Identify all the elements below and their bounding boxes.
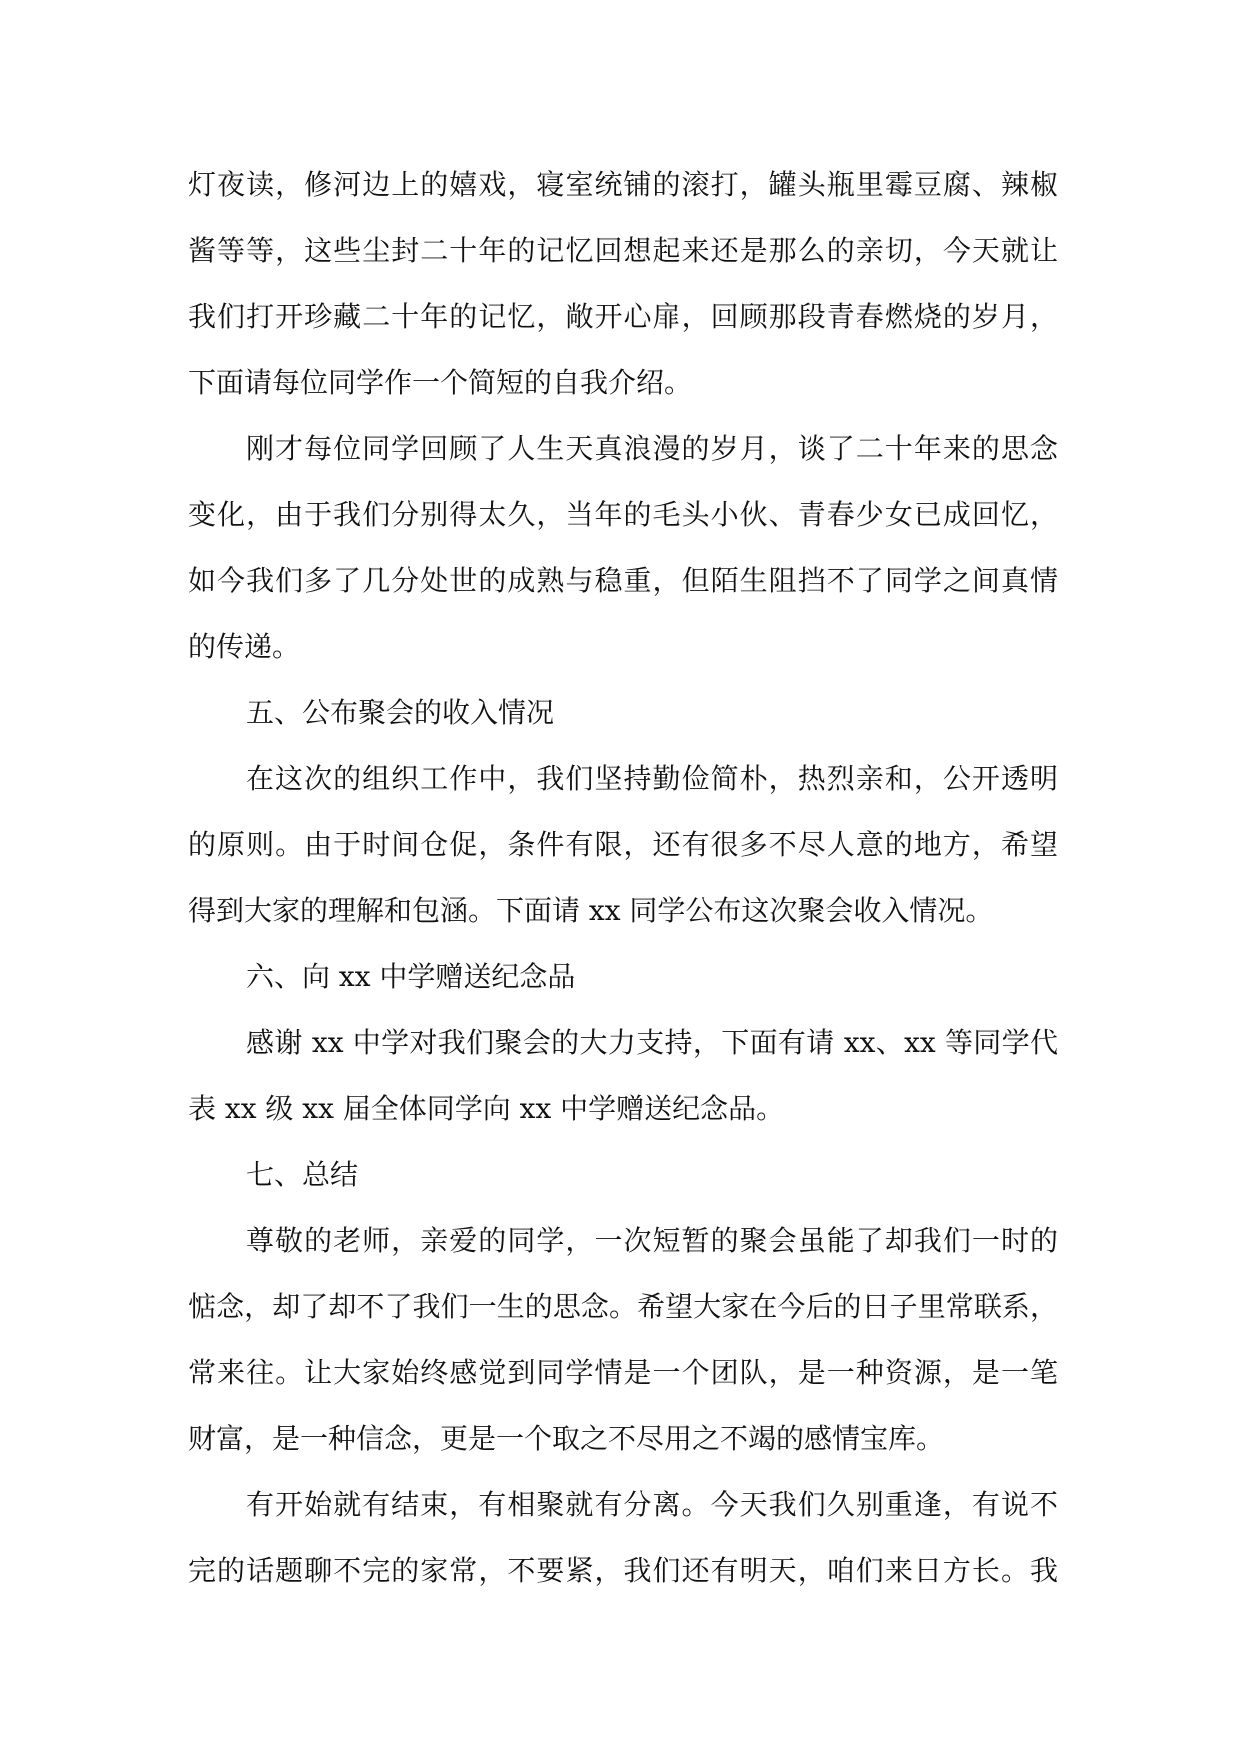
document-body (188, 152, 1058, 1604)
text-line: 惦念，却了却不了我们一生的思念。希望大家在今后的日子里常联系， (188, 1290, 1058, 1323)
paragraph-start-line: 刚才每位同学回顾了人生天真浪漫的岁月，谈了二十年来的思念 (246, 432, 1058, 465)
paragraph-start-line: 有开始就有结束，有相聚就有分离。今天我们久别重逢，有说不 (246, 1488, 1058, 1521)
text-line: 下面请每位同学作一个简短的自我介绍。 (188, 366, 693, 399)
section-heading: 七、总结 (246, 1158, 359, 1191)
section-heading: 六、向 xx 中学赠送纪念品 (246, 960, 576, 993)
text-line: 如今我们多了几分处世的成熟与稳重，但陌生阻挡不了同学之间真情 (188, 564, 1058, 597)
paragraph-start-line: 在这次的组织工作中，我们坚持勤俭简朴，热烈亲和，公开透明 (246, 762, 1058, 795)
text-line: 我们打开珍藏二十年的记忆，敞开心扉，回顾那段青春燃烧的岁月， (188, 300, 1058, 333)
text-line: 得到大家的理解和包涵。下面请 xx 同学公布这次聚会收入情况。 (188, 894, 994, 927)
text-line: 灯夜读，修河边上的嬉戏，寝室统铺的滚打，罐头瓶里霉豆腐、辣椒 (188, 168, 1058, 201)
text-line: 常来往。让大家始终感觉到同学情是一个团队，是一种资源，是一笔 (188, 1356, 1058, 1389)
text-line: 的原则。由于时间仓促，条件有限，还有很多不尽人意的地方，希望 (188, 828, 1058, 861)
text-line: 财富，是一种信念，更是一个取之不尽用之不竭的感情宝库。 (188, 1422, 945, 1455)
paragraph-start-line: 感谢 xx 中学对我们聚会的大力支持，下面有请 xx、xx 等同学代 (246, 1026, 1058, 1059)
section-heading: 五、公布聚会的收入情况 (246, 696, 555, 729)
paragraph-start-line: 尊敬的老师，亲爱的同学，一次短暂的聚会虽能了却我们一时的 (246, 1224, 1058, 1257)
text-line: 变化，由于我们分别得太久，当年的毛头小伙、青春少女已成回忆， (188, 498, 1058, 531)
text-line: 的传递。 (188, 630, 301, 663)
text-line: 酱等等，这些尘封二十年的记忆回想起来还是那么的亲切，今天就让 (188, 234, 1058, 267)
text-line: 表 xx 级 xx 届全体同学向 xx 中学赠送纪念品。 (188, 1092, 785, 1125)
text-line: 完的话题聊不完的家常，不要紧，我们还有明天，咱们来日方长。我 (188, 1554, 1058, 1587)
